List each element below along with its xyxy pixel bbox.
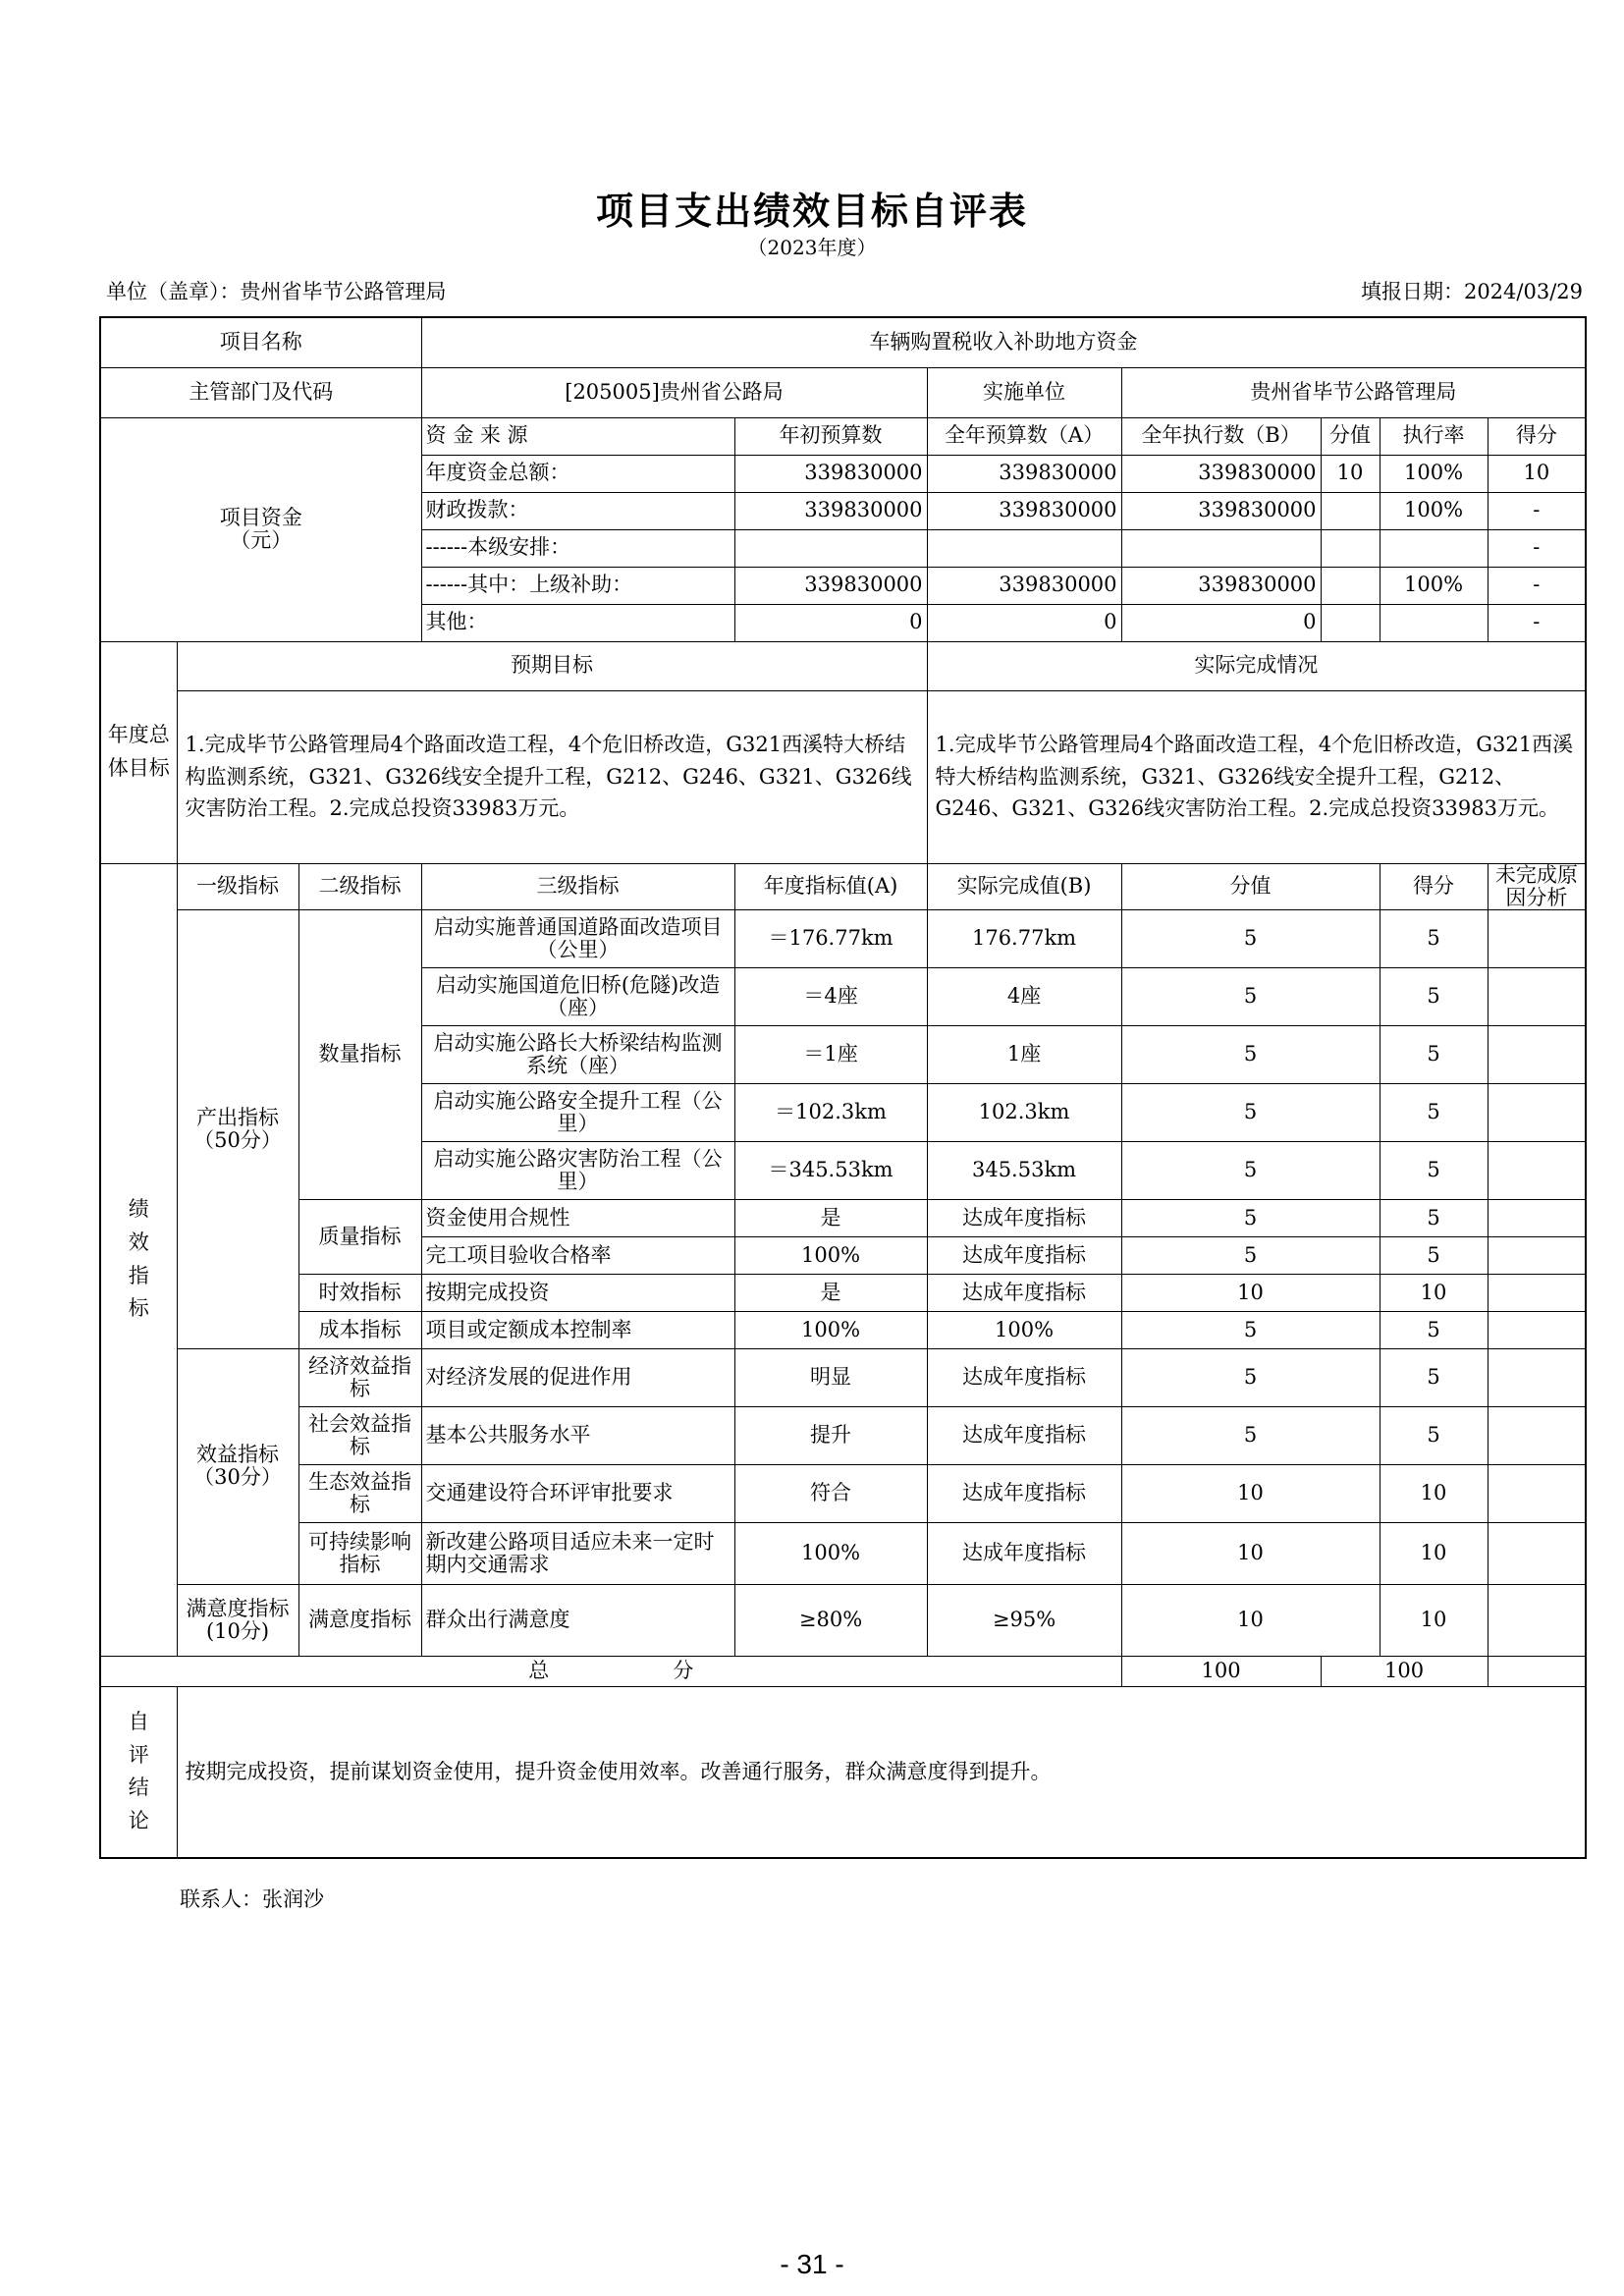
fund-source: 年度资金总额： — [421, 455, 734, 492]
department-row — [100, 367, 1586, 417]
project-name-row — [100, 317, 1586, 367]
sustainable-indicator-label: 可持续影响指标 — [298, 1522, 421, 1584]
indicator-actual: 达成年度指标 — [927, 1199, 1121, 1236]
fund-annual: 339830000 — [927, 492, 1121, 529]
fund-rate — [1380, 604, 1488, 641]
implementing-unit-value: 贵州省毕节公路管理局 — [1121, 367, 1586, 417]
social-indicator-label: 社会效益指标 — [298, 1406, 421, 1464]
indicator-row — [100, 1311, 1586, 1348]
indicator-row — [100, 1348, 1586, 1406]
indicator-target: 是 — [734, 1199, 927, 1236]
indicator-target: 100% — [734, 1522, 927, 1584]
funds-header-annual: 全年预算数（A） — [927, 417, 1121, 455]
cost-indicator-label: 成本指标 — [298, 1311, 421, 1348]
indicator-score: 5 — [1380, 909, 1488, 967]
fund-initial: 339830000 — [734, 567, 927, 604]
indicator-reason — [1488, 1274, 1586, 1311]
satisfaction-sub-indicator-label: 满意度指标 — [298, 1584, 421, 1656]
funds-header-source: 资 金 来 源 — [421, 417, 734, 455]
indicator-actual: 102.3km — [927, 1083, 1121, 1141]
funds-header-row — [100, 417, 1586, 455]
indicator-row — [100, 1199, 1586, 1236]
conclusion-label: 自评结论 — [100, 1686, 177, 1858]
indicator-reason — [1488, 1464, 1586, 1522]
indicator-target: ＝4座 — [734, 967, 927, 1025]
indicator-target: ＝345.53km — [734, 1141, 927, 1199]
indicator-name: 按期完成投资 — [421, 1274, 734, 1311]
indicator-score: 10 — [1380, 1464, 1488, 1522]
satisfaction-indicator-label: 满意度指标(10分) — [177, 1584, 298, 1656]
contact-person: 联系人：张润沙 — [180, 1887, 324, 1911]
fund-executed: 339830000 — [1121, 567, 1321, 604]
indicator-reason — [1488, 1083, 1586, 1141]
project-name-label: 项目名称 — [100, 317, 421, 367]
fund-initial: 339830000 — [734, 492, 927, 529]
indicator-actual: 达成年度指标 — [927, 1274, 1121, 1311]
indicator-name: 群众出行满意度 — [421, 1584, 734, 1656]
indicator-name: 新改建公路项目适应未来一定时期内交通需求 — [421, 1522, 734, 1584]
indicator-weight: 5 — [1121, 1199, 1380, 1236]
indicator-name: 资金使用合规性 — [421, 1199, 734, 1236]
fund-rate — [1380, 529, 1488, 567]
indicator-score: 5 — [1380, 1311, 1488, 1348]
fund-source: 其他： — [421, 604, 734, 641]
fund-score: - — [1488, 529, 1586, 567]
indicator-actual: 达成年度指标 — [927, 1348, 1121, 1406]
indicator-score: 5 — [1380, 1199, 1488, 1236]
indicator-reason — [1488, 1584, 1586, 1656]
indicator-actual: 100% — [927, 1311, 1121, 1348]
indicator-reason — [1488, 909, 1586, 967]
indicator-reason — [1488, 1522, 1586, 1584]
indicator-weight: 5 — [1121, 909, 1380, 967]
indicator-name: 基本公共服务水平 — [421, 1406, 734, 1464]
timeliness-indicator-label: 时效指标 — [298, 1274, 421, 1311]
indicator-actual: ≥95% — [927, 1584, 1121, 1656]
fund-weight — [1321, 604, 1380, 641]
indicator-weight: 5 — [1121, 1141, 1380, 1199]
fund-score: 10 — [1488, 455, 1586, 492]
total-row — [100, 1656, 1586, 1686]
total-label: 总 分 — [100, 1656, 1121, 1686]
goals-content-row — [100, 690, 1586, 863]
indicator-row — [100, 1522, 1586, 1584]
indicator-header-reason: 未完成原因分析 — [1488, 863, 1586, 909]
fund-executed: 339830000 — [1121, 455, 1321, 492]
indicator-reason — [1488, 1311, 1586, 1348]
fund-weight: 10 — [1321, 455, 1380, 492]
page-number: - 31 - — [780, 2249, 844, 2279]
fund-weight — [1321, 529, 1380, 567]
indicator-name: 启动实施公路长大桥梁结构监测系统（座） — [421, 1025, 734, 1083]
indicator-weight: 10 — [1121, 1522, 1380, 1584]
conclusion-row — [100, 1686, 1586, 1858]
indicator-header-weight: 分值 — [1121, 863, 1380, 909]
indicator-weight: 5 — [1121, 1025, 1380, 1083]
total-weight: 100 — [1121, 1656, 1321, 1686]
department-label: 主管部门及代码 — [100, 367, 421, 417]
fund-rate: 100% — [1380, 567, 1488, 604]
indicator-weight: 5 — [1121, 1083, 1380, 1141]
funds-header-initial: 年初预算数 — [734, 417, 927, 455]
indicator-name: 交通建设符合环评审批要求 — [421, 1464, 734, 1522]
indicator-name: 对经济发展的促进作用 — [421, 1348, 734, 1406]
goals-header-row — [100, 641, 1586, 690]
actual-completion-label: 实际完成情况 — [927, 641, 1586, 690]
total-reason — [1488, 1656, 1586, 1686]
indicator-name: 启动实施公路灾害防治工程（公里） — [421, 1141, 734, 1199]
indicators-section-label: 绩效指标 — [100, 863, 177, 1656]
indicator-header-level3: 三级指标 — [421, 863, 734, 909]
quality-indicator-label: 质量指标 — [298, 1199, 421, 1274]
indicator-header-score: 得分 — [1380, 863, 1488, 909]
indicator-score: 5 — [1380, 1406, 1488, 1464]
fund-source: 财政拨款： — [421, 492, 734, 529]
indicator-weight: 5 — [1121, 1236, 1380, 1274]
indicator-actual: 345.53km — [927, 1141, 1121, 1199]
indicator-row — [100, 1464, 1586, 1522]
funds-header-executed: 全年执行数（B） — [1121, 417, 1321, 455]
indicator-row — [100, 1274, 1586, 1311]
indicator-actual: 达成年度指标 — [927, 1406, 1121, 1464]
indicator-score: 5 — [1380, 1348, 1488, 1406]
evaluation-table — [99, 316, 1587, 1859]
report-year: （2023年度） — [747, 236, 877, 259]
fund-score: - — [1488, 567, 1586, 604]
funds-section-unit: （元） — [230, 528, 293, 552]
funds-header-rate: 执行率 — [1380, 417, 1488, 455]
indicator-header-level1: 一级指标 — [177, 863, 298, 909]
indicator-reason — [1488, 1236, 1586, 1274]
indicator-reason — [1488, 1406, 1586, 1464]
indicator-score: 5 — [1380, 1025, 1488, 1083]
fund-score: - — [1488, 492, 1586, 529]
indicator-row — [100, 909, 1586, 967]
fund-source: ------本级安排： — [421, 529, 734, 567]
fund-executed: 339830000 — [1121, 492, 1321, 529]
indicator-score: 5 — [1380, 967, 1488, 1025]
indicator-actual: 达成年度指标 — [927, 1236, 1121, 1274]
indicator-name: 完工项目验收合格率 — [421, 1236, 734, 1274]
indicator-score: 10 — [1380, 1274, 1488, 1311]
expected-goal-label: 预期目标 — [177, 641, 927, 690]
indicator-weight: 5 — [1121, 1311, 1380, 1348]
indicator-target: 100% — [734, 1236, 927, 1274]
indicator-target: 提升 — [734, 1406, 927, 1464]
indicator-target: 是 — [734, 1274, 927, 1311]
indicator-score: 5 — [1380, 1083, 1488, 1141]
funds-header-score: 得分 — [1488, 417, 1586, 455]
indicator-name: 项目或定额成本控制率 — [421, 1311, 734, 1348]
indicator-reason — [1488, 1199, 1586, 1236]
indicator-weight: 5 — [1121, 967, 1380, 1025]
indicator-score: 5 — [1380, 1141, 1488, 1199]
funds-section-label — [100, 417, 421, 641]
indicator-weight: 5 — [1121, 1348, 1380, 1406]
indicator-actual: 4座 — [927, 967, 1121, 1025]
fund-executed — [1121, 529, 1321, 567]
indicator-reason — [1488, 1141, 1586, 1199]
indicator-header-actual: 实际完成值(B) — [927, 863, 1121, 909]
indicator-reason — [1488, 1025, 1586, 1083]
indicator-reason — [1488, 967, 1586, 1025]
indicator-row — [100, 1406, 1586, 1464]
output-indicator-label: 产出指标（50分） — [177, 909, 298, 1348]
fund-initial: 339830000 — [734, 455, 927, 492]
indicator-actual: 达成年度指标 — [927, 1464, 1121, 1522]
indicators-header-row — [100, 863, 1586, 909]
expected-goal-text: 1.完成毕节公路管理局4个路面改造工程，4个危旧桥改造，G321西溪特大桥结构监测系统，G321、G326线安全提升工程，G212、G246、G321、G326线灾害防治工程。2.完成总投资33983万元。 — [177, 690, 927, 863]
page-title: 项目支出绩效目标自评表 — [595, 189, 1028, 233]
indicator-weight: 10 — [1121, 1274, 1380, 1311]
indicator-target: ＝1座 — [734, 1025, 927, 1083]
fund-weight — [1321, 492, 1380, 529]
fund-initial — [734, 529, 927, 567]
indicator-weight: 5 — [1121, 1406, 1380, 1464]
indicator-actual: 达成年度指标 — [927, 1522, 1121, 1584]
implementing-unit-label: 实施单位 — [927, 367, 1121, 417]
economic-indicator-label: 经济效益指标 — [298, 1348, 421, 1406]
indicator-target: ＝176.77km — [734, 909, 927, 967]
indicator-header-target: 年度指标值(A) — [734, 863, 927, 909]
indicator-target: 明显 — [734, 1348, 927, 1406]
indicator-name: 启动实施普通国道路面改造项目（公里） — [421, 909, 734, 967]
report-date: 填报日期：2024/03/29 — [1360, 280, 1583, 303]
indicator-name: 启动实施公路安全提升工程（公里） — [421, 1083, 734, 1141]
goals-section-label: 年度总体目标 — [100, 641, 177, 863]
fund-weight — [1321, 567, 1380, 604]
funds-section-title: 项目资金 — [219, 505, 302, 529]
indicator-reason — [1488, 1348, 1586, 1406]
fund-annual — [927, 529, 1121, 567]
indicator-actual: 176.77km — [927, 909, 1121, 967]
fund-rate: 100% — [1380, 455, 1488, 492]
indicator-actual: 1座 — [927, 1025, 1121, 1083]
fund-annual: 339830000 — [927, 455, 1121, 492]
indicator-target: ≥80% — [734, 1584, 927, 1656]
indicator-target: 符合 — [734, 1464, 927, 1522]
fund-executed: 0 — [1121, 604, 1321, 641]
indicator-weight: 10 — [1121, 1584, 1380, 1656]
fund-initial: 0 — [734, 604, 927, 641]
project-name-value: 车辆购置税收入补助地方资金 — [421, 317, 1586, 367]
department-value: [205005]贵州省公路局 — [421, 367, 927, 417]
quantity-indicator-label: 数量指标 — [298, 909, 421, 1199]
benefit-indicator-label: 效益指标（30分） — [177, 1348, 298, 1584]
indicator-header-level2: 二级指标 — [298, 863, 421, 909]
indicator-score: 10 — [1380, 1522, 1488, 1584]
total-score: 100 — [1321, 1656, 1488, 1686]
indicator-weight: 10 — [1121, 1464, 1380, 1522]
reporting-unit: 单位（盖章）：贵州省毕节公路管理局 — [106, 280, 447, 303]
ecological-indicator-label: 生态效益指标 — [298, 1464, 421, 1522]
indicator-target: ＝102.3km — [734, 1083, 927, 1141]
indicator-score: 10 — [1380, 1584, 1488, 1656]
fund-source: ------其中：上级补助： — [421, 567, 734, 604]
indicator-score: 5 — [1380, 1236, 1488, 1274]
fund-annual: 339830000 — [927, 567, 1121, 604]
fund-score: - — [1488, 604, 1586, 641]
conclusion-text: 按期完成投资，提前谋划资金使用，提升资金使用效率。改善通行服务，群众满意度得到提升。 — [177, 1686, 1586, 1858]
funds-header-weight: 分值 — [1321, 417, 1380, 455]
indicator-row — [100, 1584, 1586, 1656]
fund-annual: 0 — [927, 604, 1121, 641]
fund-rate: 100% — [1380, 492, 1488, 529]
indicator-target: 100% — [734, 1311, 927, 1348]
indicator-name: 启动实施国道危旧桥(危隧)改造（座） — [421, 967, 734, 1025]
actual-completion-text: 1.完成毕节公路管理局4个路面改造工程，4个危旧桥改造，G321西溪特大桥结构监测系统，G321、G326线安全提升工程，G212、G246、G321、G326线灾害防治工程。2.完成总投资33983万元。 — [927, 690, 1586, 863]
